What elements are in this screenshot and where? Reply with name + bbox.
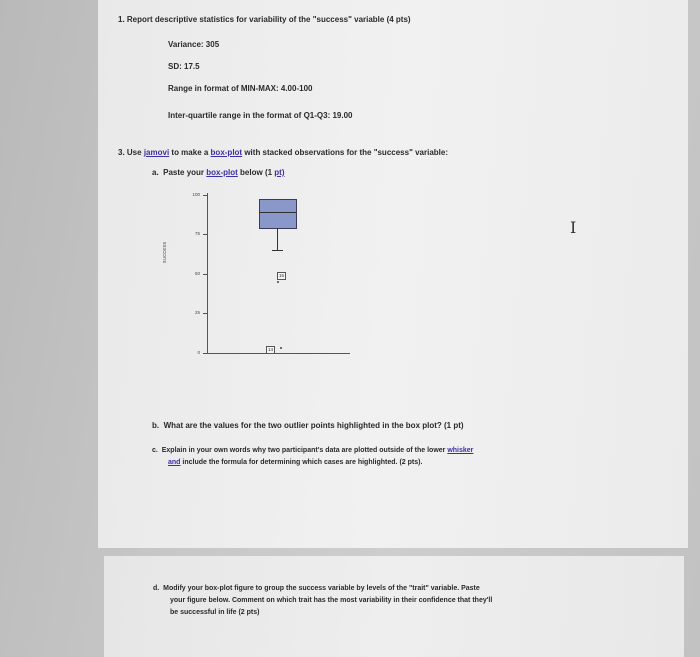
outlier-label: 14 [268, 347, 274, 352]
q3c-line1: Explain in your own words why two participant's data are plotted outside of the lower [161, 447, 446, 454]
q3-heading [118, 148, 448, 157]
y-tick [203, 353, 207, 354]
y-tick [203, 274, 207, 275]
q1-range: Range in format of MIN-MAX: 4.00-100 [168, 84, 313, 93]
q3a-item [152, 168, 285, 177]
y-tick-label: 0 [197, 350, 200, 355]
q1-heading: 1. Report descriptive statistics for variability of the "success" variable (4 pts) [118, 15, 411, 24]
outlier-label: 15 [279, 273, 285, 278]
document-page-next [104, 556, 684, 657]
q1-variance: Variance: 305 [168, 40, 220, 49]
box-median-line [259, 212, 296, 213]
q3d-item [153, 585, 480, 592]
boxplot-chart [160, 185, 360, 360]
q3a-pt[interactable]: pt) [274, 168, 285, 177]
q1-iqr: Inter-quartile range in the format of Q1-Q3: 19.00 [168, 111, 353, 120]
x-axis [207, 353, 350, 354]
q3c-whisker-link[interactable]: whisker [447, 447, 474, 454]
lower-whisker-cap [272, 250, 283, 251]
y-tick-label: 50 [194, 271, 200, 276]
y-axis-label: success [162, 241, 168, 263]
box-iqr [259, 199, 297, 229]
q3b-text: What are the values for the two outlier points highlighted in the box plot? (1 pt) [163, 421, 464, 430]
outlier-point [280, 347, 282, 349]
q3d-line2: your figure below. Comment on which trait has the most variability in their confidence that they'll [170, 597, 493, 604]
q3d-line1: Modify your box-plot figure to group the success variable by levels of the "trait" variable. Paste [163, 585, 480, 592]
q3-rest: with stacked observations for the "success" variable: [244, 148, 448, 157]
q3d-line3: be successful in life (2 pts) [170, 609, 260, 616]
q3a-prefix: a. [152, 168, 159, 177]
q3b-item [152, 421, 464, 430]
q3-number: 3. [118, 148, 125, 157]
q3c-item-cont [168, 459, 422, 466]
q3-use: Use [126, 148, 142, 157]
y-tick-label: 100 [192, 192, 200, 197]
y-tick [203, 195, 207, 196]
y-tick [203, 234, 207, 235]
y-tick [203, 313, 207, 314]
y-tick-label: 25 [194, 310, 200, 315]
q3a-boxplot-link[interactable]: box-plot [206, 168, 238, 177]
q3-to-make: to make a [171, 148, 209, 157]
y-tick-label: 75 [194, 231, 200, 236]
lower-whisker [277, 228, 278, 250]
q3c-prefix: c. [152, 447, 158, 454]
q3-tool-link[interactable]: jamovi [143, 148, 170, 157]
text-cursor-icon: I [570, 218, 577, 237]
y-axis [207, 193, 208, 353]
q3c-line2: include the formula for determining which cases are highlighted. (2 pts). [182, 459, 423, 466]
q3-boxplot-link[interactable]: box-plot [210, 148, 243, 157]
q3d-prefix: d. [153, 585, 160, 592]
q3a-rest: below (1 [240, 168, 273, 177]
outlier-point [277, 281, 279, 283]
q3c-and-link[interactable]: and [168, 459, 181, 466]
q3c-item [152, 447, 473, 454]
q3b-prefix: b. [152, 421, 160, 430]
q1-sd: SD: 17.5 [168, 62, 200, 71]
q3a-paste: Paste your [163, 168, 205, 177]
